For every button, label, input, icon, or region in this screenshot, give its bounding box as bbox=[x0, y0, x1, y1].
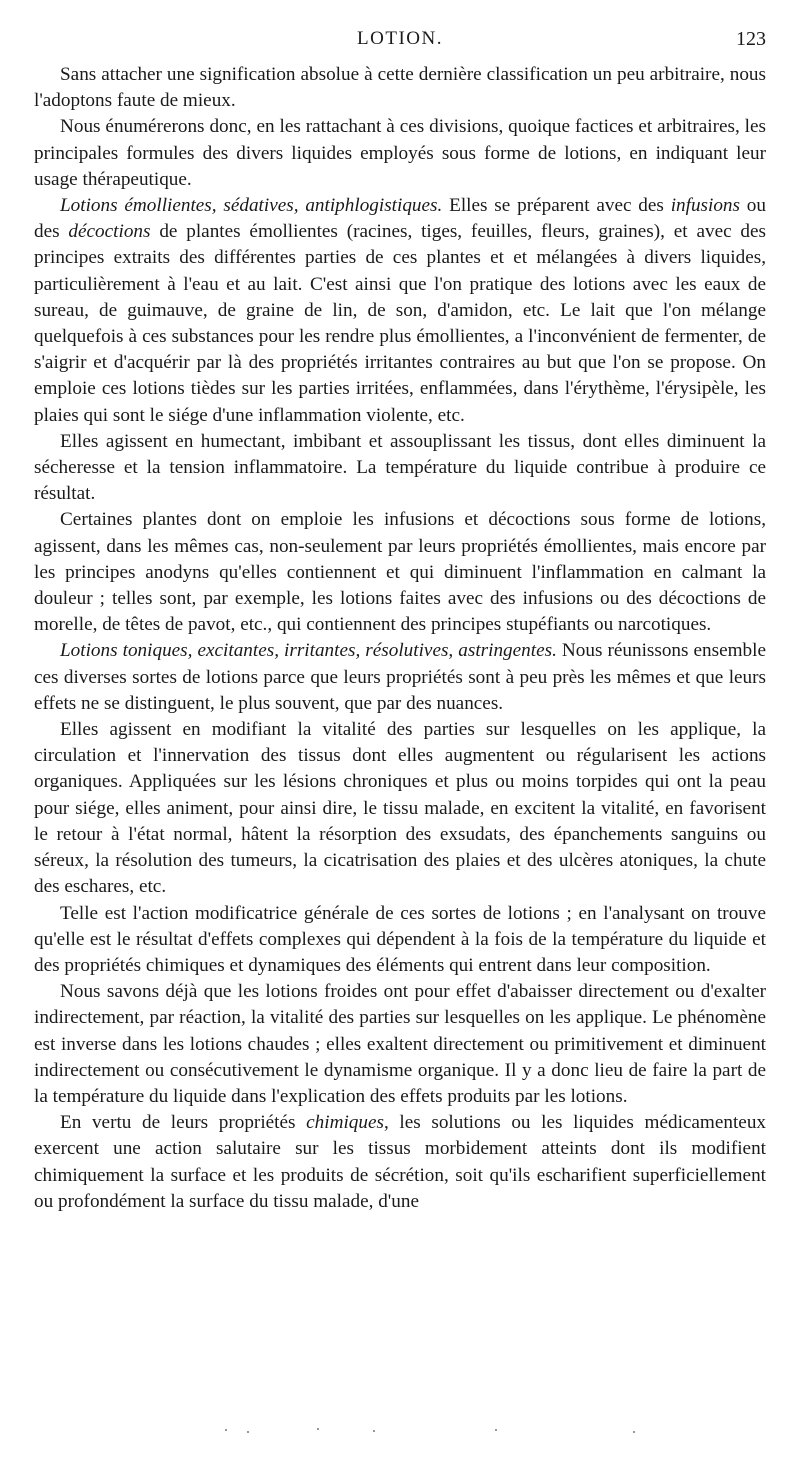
paragraph: Nous savons déjà que les lotions froides ont pour effet d'abaisser directement ou d'exalter indirectement, par réaction, la vitalité des parties sur lesquelles on les applique. Le phénomène est inverse dans les lotions chaudes ; elles exaltent directement ou primitivement et diminuent indirectement ou consécutivement le dynamisme organique. Il y a donc lieu de faire la part de la température du liquide dans l'explication des effets produits par les lotions. bbox=[34, 981, 766, 1107]
paragraph: Nous énumérerons donc, en les rattachant à ces divisions, quoique factices et arbitraires, les principales formules des divers liquides employés sous forme de lotions, en indiquant leur usage thérapeutique. bbox=[34, 116, 766, 190]
print-speck bbox=[247, 1431, 249, 1433]
text-run: ou des bbox=[34, 195, 766, 243]
text-run: Elles se préparent avec des bbox=[442, 195, 671, 217]
italic-term: infusions bbox=[670, 195, 740, 217]
section-heading: Lotions toniques, excitantes, irritantes, résolutives, astringentes. bbox=[60, 640, 557, 662]
print-speck bbox=[373, 1430, 375, 1432]
page-number: 123 bbox=[736, 28, 766, 50]
paragraph: Sans attacher une signification absolue à cette dernière classification un peu arbitraire, nous l'adoptons faute de mieux. bbox=[34, 64, 766, 112]
print-speck bbox=[495, 1429, 497, 1431]
print-speck bbox=[317, 1428, 319, 1430]
text-run: de plantes émollientes (racines, tiges, feuilles, fleurs, graines), et avec des principes extraits des différentes parties de ces plantes et et mélangées à divers liquides, particulièrement à l'eau et au lait. C'est ainsi que l'on pratique des lotions avec les eaux de sureau, de guimauve, de graine de lin, de son, d'amidon, etc. Le lait que l'on mélange quelquefois à ces substances pour les rendre plus émollientes, a l'inconvénient de fermenter, de s'aigrir et d'acquérir par là des propriétés irritantes contraires au but que l'on se propose. On emploie ces lotions tièdes sur les parties irritées, enflammées, dans l'érythème, l'érysipèle, les plaies qui sont le siége d'une inflammation violente, etc. bbox=[34, 221, 767, 426]
text-run: , les solutions ou les liquides médicamenteux exercent une action salutaire sur les tissus morbidement atteints dont ils modifient chimiquement la surface et les produits de sécrétion, soit qu'ils escharifient superficiellement ou profondément la surface du tissu malade, d'une bbox=[34, 1112, 767, 1212]
paragraph: Elles agissent en modifiant la vitalité des parties sur lesquelles on les applique, la circulation et l'innervation des tissus dont elles augmentent ou régularisent les actions organiques. Appliquées sur les lésions chroniques et plus ou moins torpides qui ont la peau pour siége, elles animent, pour ainsi dire, le tissu malade, en excitent la vitalité, en favorisent le retour à l'état normal, hâtent la résorption des exsudats, des épanchements sanguins ou séreux, la résolution des tumeurs, la cicatrisation des plaies et des ulcères atoniques, la chute des eschares, etc. bbox=[34, 719, 766, 898]
print-speck bbox=[225, 1429, 227, 1431]
print-speck bbox=[633, 1431, 635, 1433]
section-heading: Lotions émollientes, sédatives, antiphlogistiques. bbox=[60, 195, 443, 217]
paragraph: Telle est l'action modificatrice générale de ces sortes de lotions ; en l'analysant on trouve qu'elle est le résultat d'effets complexes qui dépendent à la fois de la température du liquide et des propriétés chimiques et dynamiques des éléments qui entrent dans leur composition. bbox=[34, 902, 766, 976]
text-run: Nous réunissons ensemble ces diverses sortes de lotions parce que leurs propriétés sont à peu près les mêmes et que leurs effets ne se distinguent, le plus souvent, que par des nuances. bbox=[34, 640, 766, 714]
paragraph bbox=[34, 193, 766, 429]
body-text bbox=[34, 62, 766, 1215]
paragraph bbox=[34, 638, 766, 717]
italic-term: chimiques bbox=[306, 1112, 384, 1134]
italic-term: décoctions bbox=[68, 221, 151, 243]
paragraph bbox=[34, 1110, 766, 1215]
text-run: En vertu de leurs propriétés bbox=[60, 1112, 307, 1134]
running-title: LOTION. bbox=[357, 28, 443, 49]
print-specks bbox=[225, 1425, 645, 1435]
paragraph: Elles agissent en humectant, imbibant et assouplissant les tissus, dont elles diminuent la sécheresse et la tension inflammatoire. La température du liquide contribue à produire ce résultat. bbox=[34, 430, 766, 505]
page-header bbox=[34, 28, 766, 58]
paragraph: Certaines plantes dont on emploie les infusions et décoctions sous forme de lotions, agissent, dans les mêmes cas, non-seulement par leurs propriétés émollientes, mais encore par les principes anodyns qu'elles contiennent et qui diminuent l'inflammation en calmant la douleur ; telles sont, par exemple, les lotions faites avec des infusions ou des décoctions de morelle, de têtes de pavot, etc., qui contiennent des principes stupéfiants ou narcotiques. bbox=[34, 509, 766, 636]
